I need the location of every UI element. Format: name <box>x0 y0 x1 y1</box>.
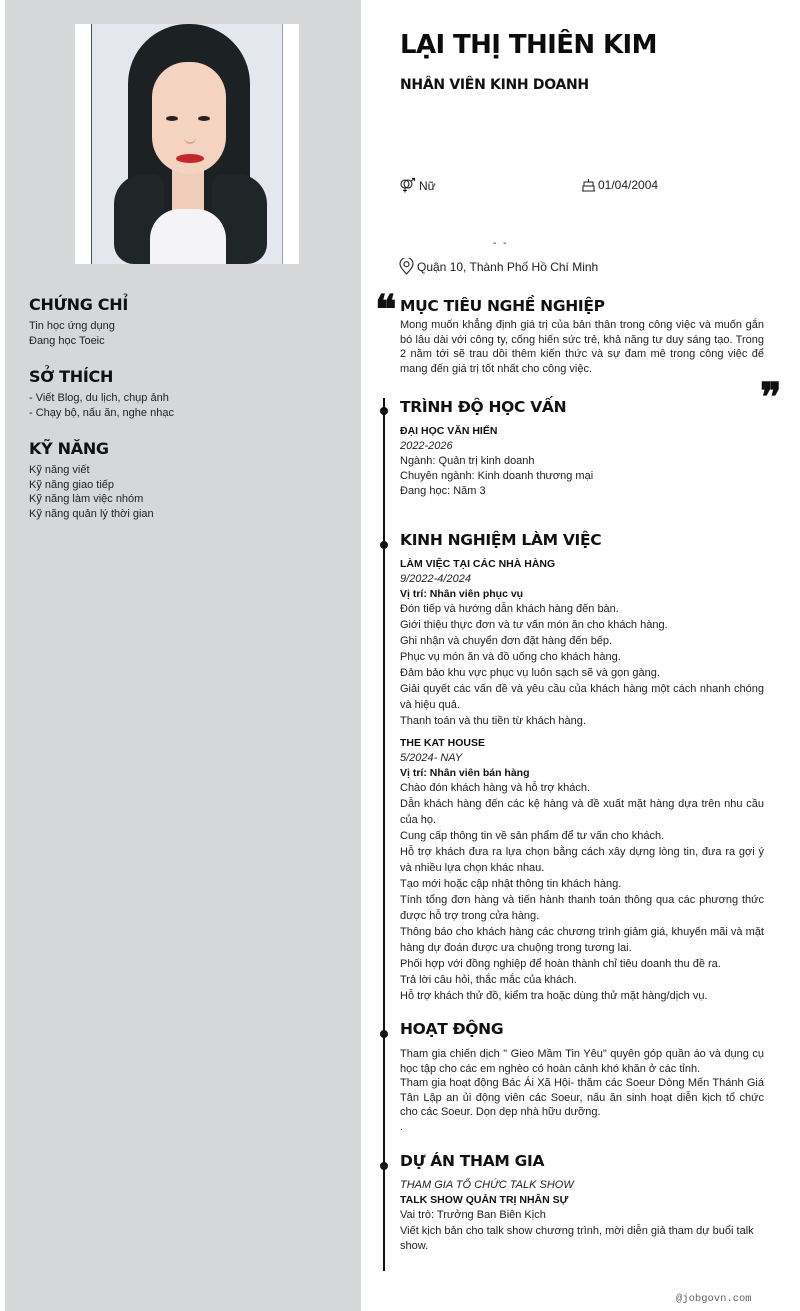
photo-background <box>91 24 283 264</box>
certificate-item: Đang học Toeic <box>29 335 105 347</box>
activity-item: . <box>400 1120 404 1133</box>
job-duty: Thanh toán và thu tiền từ khách hàng. <box>400 715 586 727</box>
job-duty: Giải quyết các vấn đề và yêu cầu của khách hàng một cách nhanh chóng và hiệu quả. <box>400 683 764 711</box>
hobbies-section <box>29 367 174 421</box>
job-duty: Chào đón khách hàng và hỗ trợ khách. <box>400 782 591 794</box>
skill-item: Kỹ năng giao tiếp <box>29 478 115 491</box>
project-description: Viết kịch bản cho talk show chương trình, mời diễn giả tham dự buổi talk show. <box>400 1224 754 1252</box>
objective-title: MỤC TIÊU NGHỀ NGHIỆP <box>400 297 605 315</box>
job-period: 9/2022-4/2024 <box>400 573 471 585</box>
job-role: Vị trí: Nhân viên bán hàng <box>400 767 530 779</box>
hobby-item: - Viết Blog, du lịch, chụp ảnh <box>29 392 169 404</box>
watermark: @jobgovn.com <box>676 1293 752 1305</box>
certificates-section <box>29 295 128 349</box>
activity-item: Tham gia hoạt động Bác Ái Xã Hội- thăm các Soeur Dòng Mến Thánh Giá Tân Lập an ủi động viên các Soeur, nấu ăn sinh hoạt diễn kịch tổ chức cho các Soeur. Dọn dẹp nhà hữu dưỡng. <box>400 1077 764 1118</box>
skills-title: KỸ NĂNG <box>29 439 109 458</box>
education-period: 2022-2026 <box>400 440 453 452</box>
education-line: Ngành: Quản trị kinh doanh <box>400 455 535 467</box>
gender-value: Nữ <box>419 178 436 193</box>
activity-item: Tham gia chiến dịch " Gieo Mầm Tin Yêu" quyên góp quần áo và dụng cụ học tập cho các em nghèo có hoàn cảnh khó khăn ở các tỉnh. <box>400 1048 764 1075</box>
job-duty: Giới thiệu thực đơn và tư vấn món ăn cho khách hàng. <box>400 619 668 631</box>
candidate-name: LẠI THỊ THIÊN KIM <box>400 30 657 60</box>
skill-item: Kỹ năng làm việc nhóm <box>29 493 144 505</box>
timeline-dot <box>380 407 388 415</box>
birthday-info <box>582 178 658 192</box>
objective-text: Mong muốn khẳng định giá trị của bản thân trong công việc và muốn gắn bó lâu dài với công ty, cống hiến sức trẻ, khả năng tư duy sáng tạo. Trong 2 năm tới sẽ trau dồi thêm kiến thức và sự đam mê trong công việc để mang đến giá trị tốt nhất cho công việc. <box>400 319 764 375</box>
job-title: NHÂN VIÊN KINH DOANH <box>400 77 589 93</box>
timeline-line <box>383 398 385 1271</box>
job-duty: Hỗ trợ khách thử đồ, kiểm tra hoặc dùng thử mặt hàng/dịch vụ. <box>400 990 708 1002</box>
profile-photo <box>75 24 299 264</box>
job-duty: Cung cấp thông tin về sản phẩm để tư vấn cho khách. <box>400 830 665 842</box>
projects-title: DỰ ÁN THAM GIA <box>400 1152 545 1170</box>
certificates-title: CHỨNG CHỈ <box>29 295 128 314</box>
education-line: Chuyên ngành: Kinh doanh thương mại <box>400 470 594 482</box>
close-quote-icon: ❞ <box>760 374 782 421</box>
job-duty: Đảm bảo khu vực phục vụ luôn sạch sẽ và gọn gàng. <box>400 667 660 679</box>
experience-job <box>400 736 764 1004</box>
job-role: Vị trí: Nhân viên phục vụ <box>400 588 524 600</box>
timeline-dot <box>380 1162 388 1170</box>
job-duty: Trả lời câu hỏi, thắc mắc của khách. <box>400 974 577 986</box>
address-value: Quận 10, Thành Phố Hồ Chí Minh <box>417 259 599 274</box>
hobby-item: - Chạy bộ, nấu ăn, nghe nhạc <box>29 407 174 419</box>
certificate-item: Tin học ứng dụng <box>29 320 115 332</box>
job-duty: Phục vụ món ăn và đồ uống cho khách hàng. <box>400 651 621 663</box>
project-name: TALK SHOW QUẢN TRỊ NHÂN SỰ <box>400 1194 569 1206</box>
activities-block <box>400 1047 764 1134</box>
activities-title: HOẠT ĐỘNG <box>400 1020 504 1038</box>
hobbies-title: SỞ THÍCH <box>29 367 114 386</box>
project-subtitle: THAM GIA TỔ CHỨC TALK SHOW <box>400 1179 574 1191</box>
job-org: THE KAT HOUSE <box>400 737 485 749</box>
projects-block <box>400 1178 764 1255</box>
placeholder-dashes: - - <box>493 238 509 249</box>
open-quote-icon: ❝ <box>375 286 397 333</box>
job-duty: Thông báo cho khách hàng các chương trình giảm giá, khuyến mãi và mặt hàng dự đoán được ưa chuộng trong tương lai. <box>400 926 764 954</box>
job-duty: Dẫn khách hàng đến các kệ hàng và đề xuất mặt hàng dựa trên nhu cầu của họ. <box>400 798 764 826</box>
education-line: Đang học: Năm 3 <box>400 485 486 497</box>
address-info <box>399 258 598 275</box>
skill-item: Kỹ năng quản lý thời gian <box>29 507 154 520</box>
education-title: TRÌNH ĐỘ HỌC VẤN <box>400 398 567 416</box>
school-name: ĐẠI HỌC VĂN HIẾN <box>400 425 498 437</box>
birthday-cake-icon <box>582 178 595 192</box>
job-duty: Tính tổng đơn hàng và tiến hành thanh toán thông qua các phương thức được hỗ trợ trong cửa hàng. <box>400 894 764 922</box>
experience-job <box>400 557 764 729</box>
map-pin-icon <box>399 258 414 275</box>
job-duty: Hỗ trợ khách đưa ra lựa chọn bằng cách xây dựng lòng tin, đưa ra gợi ý và nhiều lựa chọn khác nhau. <box>400 846 764 874</box>
skill-item: Kỹ năng viết <box>29 464 90 476</box>
job-org: LÀM VIỆC TẠI CÁC NHÀ HÀNG <box>400 558 556 570</box>
job-duty: Tạo mới hoặc cập nhật thông tin khách hàng. <box>400 878 622 890</box>
project-role: Vai trò: Trưởng Ban Biên Kịch <box>400 1209 546 1221</box>
timeline-dot <box>380 541 388 549</box>
birthday-value: 01/04/2004 <box>598 178 659 192</box>
skills-section <box>29 439 154 521</box>
job-duty: Đón tiếp và hướng dẫn khách hàng đến bàn. <box>400 603 619 615</box>
sidebar <box>5 0 361 1311</box>
job-duty: Ghi nhận và chuyển đơn đặt hàng đến bếp. <box>400 635 613 647</box>
education-block <box>400 424 764 499</box>
timeline-dot <box>380 1030 388 1038</box>
gender-info <box>399 178 436 193</box>
job-duty: Phối hợp với đồng nghiệp để hoàn thành chỉ tiêu doanh thu đề ra. <box>400 958 721 970</box>
job-period: 5/2024- NAY <box>400 752 463 764</box>
gender-icon <box>399 178 416 193</box>
experience-title: KINH NGHIỆM LÀM VIỆC <box>400 531 602 549</box>
